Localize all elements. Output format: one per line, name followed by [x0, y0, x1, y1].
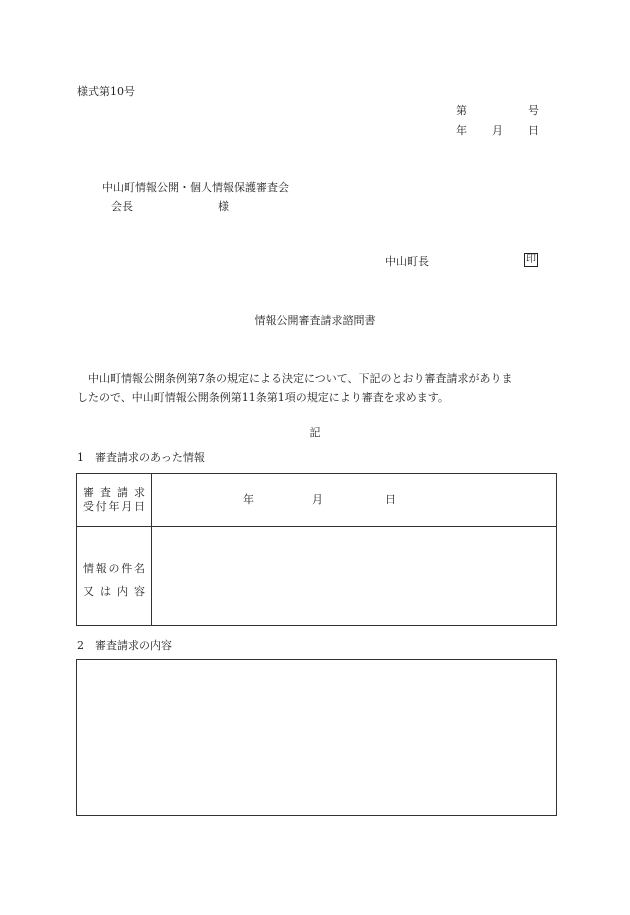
ki-marker: 記 — [309, 426, 321, 439]
received-date-label-line-1: 審査請求 — [83, 486, 145, 499]
info-subject-label-line-2: 又は内容 — [83, 585, 145, 598]
addressee-title: 会長 — [111, 200, 133, 213]
section-1-heading: 1 審査請求のあった情報 — [77, 451, 205, 464]
received-date-day: 日 — [385, 493, 396, 506]
addressee-organization: 中山町情報公開・個人情報保護審査会 — [102, 181, 289, 194]
body-line-1: 中山町情報公開条例第7条の規定による決定について、下記のとおり審査請求がありま — [88, 372, 513, 385]
received-date-label-line-2: 受付年月日 — [83, 500, 145, 513]
request-content-box — [76, 659, 557, 816]
sender-name: 中山町長 — [385, 255, 429, 268]
document-number-suffix: 号 — [528, 104, 539, 117]
table-column-divider — [151, 474, 152, 625]
issue-date-month: 月 — [492, 124, 503, 137]
document-body — [77, 369, 559, 407]
body-line-2: したので、中山町情報公開条例第11条第1項の規定により審査を求めます。 — [77, 391, 449, 404]
info-subject-label — [83, 557, 145, 603]
received-date-month: 月 — [312, 493, 323, 506]
table-row-divider — [77, 526, 556, 527]
request-info-table — [76, 473, 557, 626]
issue-date-day: 日 — [528, 124, 539, 137]
received-date-label — [83, 486, 145, 514]
received-date-year: 年 — [243, 493, 254, 506]
form-number: 様式第10号 — [77, 85, 135, 98]
seal-icon: 印 — [526, 254, 536, 265]
addressee-honorific: 様 — [218, 200, 229, 213]
document-number-prefix: 第 — [456, 104, 467, 117]
issue-date-year: 年 — [456, 124, 467, 137]
info-subject-label-line-1: 情報の件名 — [83, 562, 145, 575]
section-2-heading: 2 審査請求の内容 — [77, 639, 172, 652]
document-title: 情報公開審査請求諮問書 — [254, 314, 376, 327]
